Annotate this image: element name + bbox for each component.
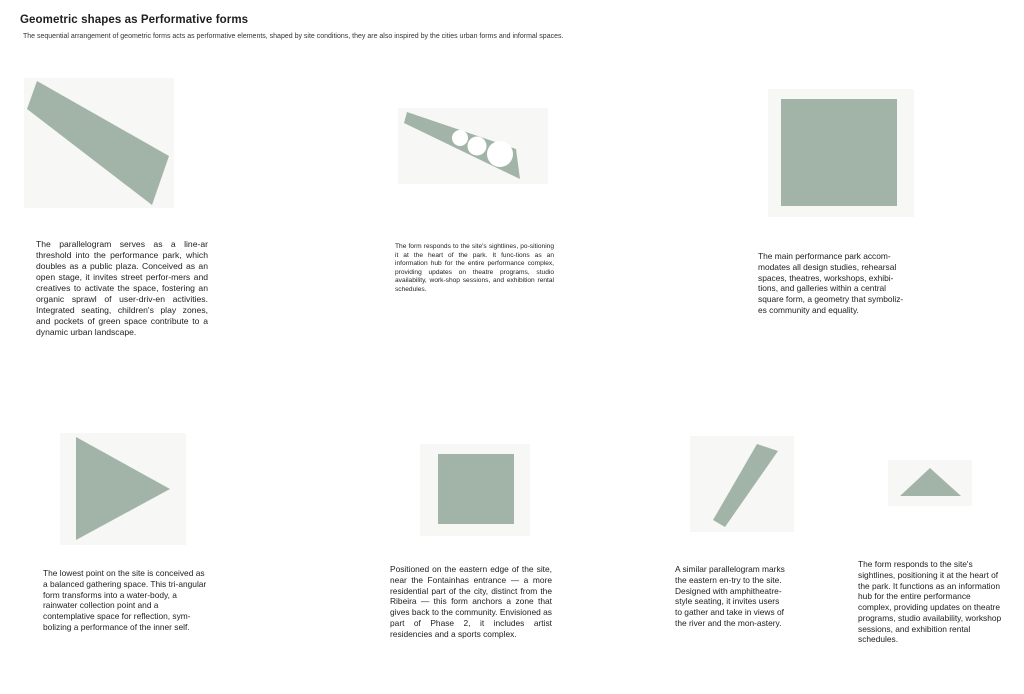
small-triangle-icon bbox=[888, 460, 972, 506]
form-1 bbox=[24, 78, 174, 208]
small-square-icon bbox=[420, 444, 530, 536]
form-2-caption: The form responds to the site's sightlines, po-sitioning it at the heart of the park. It func-tions as an information hub for the entire performance complex, providing updates on theatre programs, studio availability, work-shop sessions, and exhibition rental schedules. bbox=[395, 243, 554, 293]
square-icon bbox=[768, 89, 914, 217]
form-5 bbox=[420, 444, 530, 536]
form-4-caption: The lowest point on the site is conceived as a balanced gathering space. This tri-angular form transforms into a water-body, a rainwater collection point and a contemplative space for reflection, sym-bolizing a performance of the inner self. bbox=[43, 568, 207, 632]
form-7-caption: The form responds to the site's sightlines, positioning it at the heart of the park. It functions as an information hub for the entire performance complex, providing updates on theatre programs, studio availability, workshop sessions, and exhibition rental schedules. bbox=[858, 559, 1002, 645]
page-subtitle: The sequential arrangement of geometric forms acts as performative elements, shaped by site conditions, they are also inspired by the cities urban forms and informal spaces. bbox=[23, 33, 564, 40]
form-3 bbox=[768, 89, 914, 217]
parallelogram-icon bbox=[24, 78, 174, 208]
form-1-caption: The parallelogram serves as a line-ar threshold into the performance park, which doubles as a public plaza. Conceived as an open stage, it invites street perfor-mers and creatives to activate the space, fostering an organic sprawl of user-driv-en activities. Integrated seating, children's play zones, and pockets of green space contribute to a dynamic urban landscape. bbox=[36, 239, 208, 337]
narrow-parallelogram-icon bbox=[690, 436, 794, 532]
triangle-icon bbox=[60, 433, 186, 545]
form-4 bbox=[60, 433, 186, 545]
form-2 bbox=[398, 108, 548, 184]
page-title: Geometric shapes as Performative forms bbox=[20, 14, 249, 26]
form-6 bbox=[690, 436, 794, 532]
form-7 bbox=[888, 460, 972, 506]
form-6-caption: A similar parallelogram marks the eastern en-try to the site. Designed with amphitheatre-style seating, it invites users to gather and take in views of the river and the mon-astery. bbox=[675, 564, 785, 628]
tapered-circles-icon bbox=[398, 108, 548, 184]
form-5-caption: Positioned on the eastern edge of the site, near the Fontainhas entrance — a more residential part of the city, distinct from the Ribeira — this form anchors a zone that gives back to the community. Envisioned as part of Phase 2, it includes artist residencies and a sports complex. bbox=[390, 564, 552, 639]
form-3-caption: The main performance park accom-modates all design studies, rehearsal spaces, theatres, workshops, exhibi-tions, and galleries within a central square form, a geometry that symboliz-es community and equality. bbox=[758, 251, 904, 315]
